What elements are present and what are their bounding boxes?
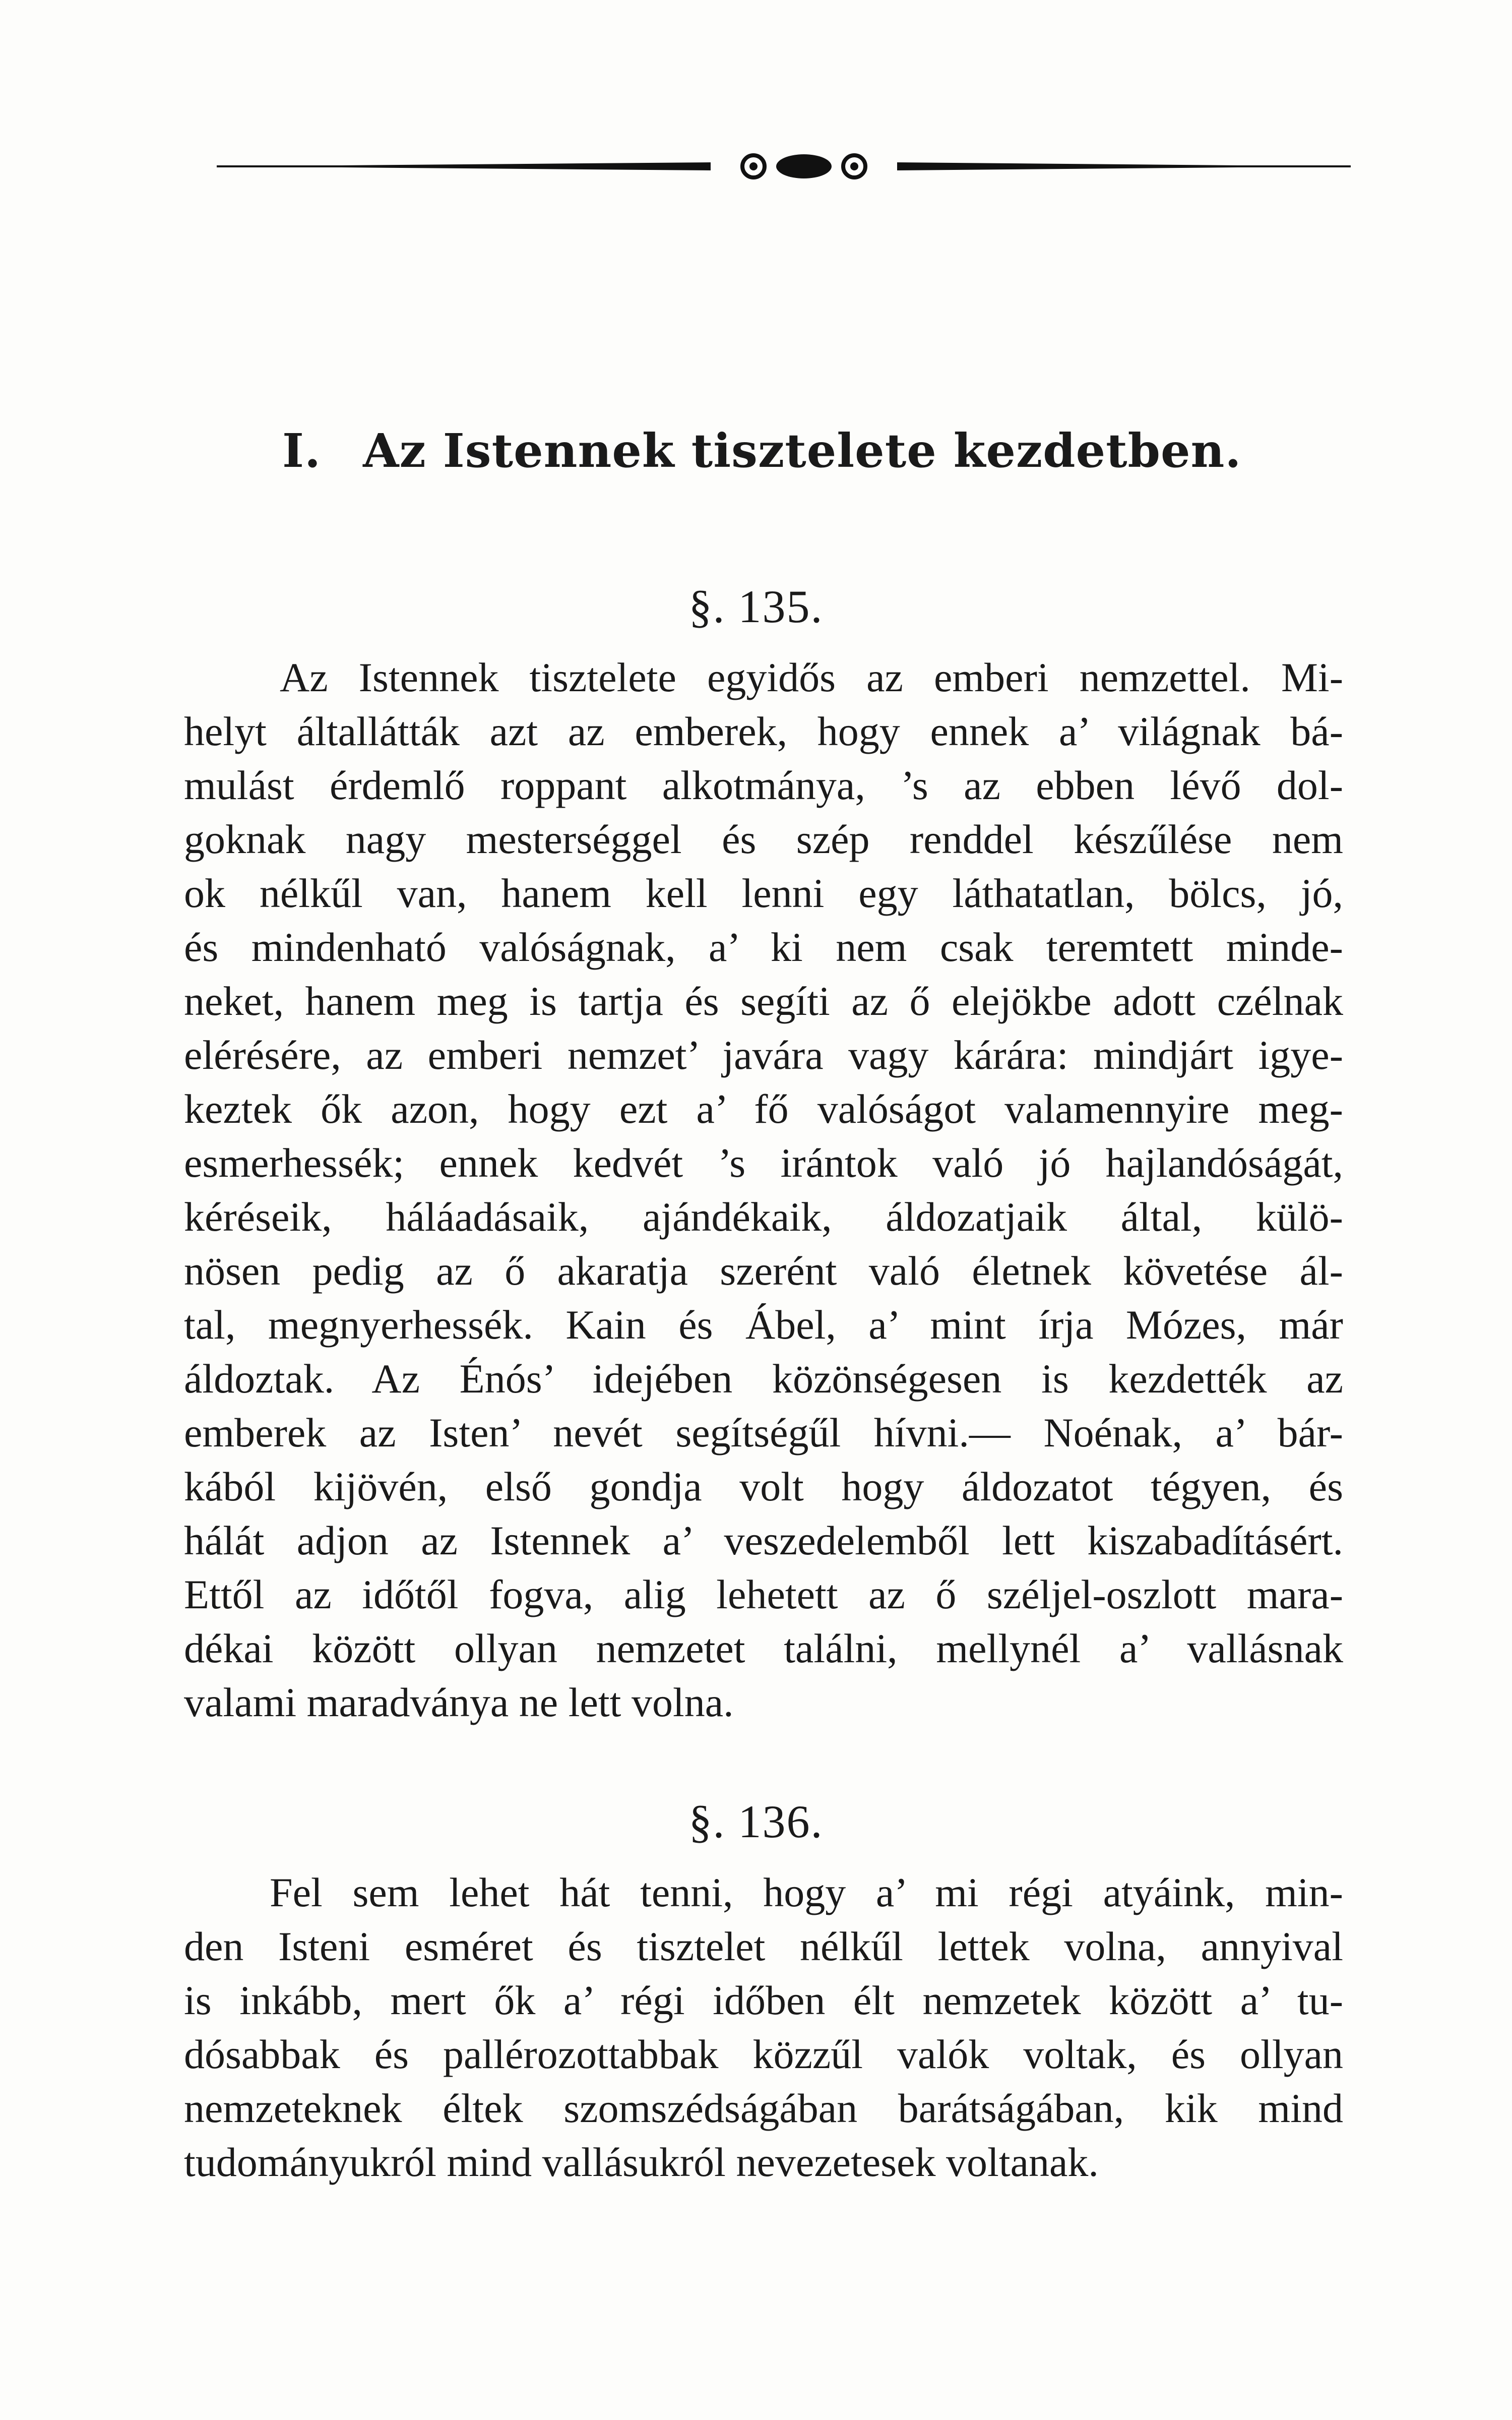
text-line: goknak nagy mesterséggel és szép renddel készűlése nem [184,816,1343,862]
text-line: valami maradványa ne lett volna. [184,1679,734,1725]
chapter-title [282,424,1290,478]
text-line: emberek az Isten’ nevét segítségűl hívni.— Noénak, a’ bár- [184,1410,1343,1456]
text-line: elérésére, az emberi nemzet’ javára vagy kárára: mindjárt igye- [184,1032,1343,1078]
text-line: esmerhessék; ennek kedvét ’s irántok való jó hajlandóságát, [184,1140,1343,1186]
text-line: neket, hanem meg is tartja és segíti az ő elejökbe adott czélnak [184,978,1343,1024]
text-line: Fel sem lehet hát tenni, hogy a’ mi régi atyáink, min- [270,1869,1343,1915]
text-line: és mindenható valóságnak, a’ ki nem csak teremtett minde- [184,924,1343,970]
text-line: ok nélkűl van, hanem kell lenni egy láthatatlan, bölcs, jó, [184,870,1343,916]
text-line: nösen pedig az ő akaratja szerént való életnek követése ál- [184,1248,1343,1294]
text-line: mulást érdemlő roppant alkotmánya, ’s az ebben lévő dol- [184,762,1343,808]
paragraph-136 [184,1865,1343,2189]
text-line: tal, megnyerhessék. Kain és Ábel, a’ mint írja Mózes, már [184,1302,1343,1348]
text-line: kából kijövén, első gondja volt hogy áldozatot tégyen, és [184,1464,1343,1509]
text-line: helyt általlátták azt az emberek, hogy ennek a’ világnak bá- [184,708,1343,754]
text-line: is inkább, mert ők a’ régi időben élt nemzetek között a’ tu- [184,1977,1343,2023]
text-line: tudományukról mind vallásukról nevezetesek voltanak. [184,2139,1099,2185]
text-line: hálát adjon az Istennek a’ veszedelemből lett kiszabadításért. [184,1518,1343,1563]
text-line: kéréseik, háláadásaik, ajándékaik, áldozatjaik által, külö- [184,1194,1343,1240]
text-line: Ettől az időtől fogva, alig lehetett az ő széljel-oszlott mara- [184,1571,1343,1617]
text-line: Az Istennek tisztelete egyidős az emberi nemzettel. Mi- [280,654,1343,700]
chapter-title-text: Az Istennek tisztelete kezdetben. [363,424,1242,478]
text-line: keztek ők azon, hogy ezt a’ fő valóságot valamennyire meg- [184,1086,1343,1132]
section-heading-136: §. 136. [688,1796,824,1847]
chapter-number: I. [282,424,322,478]
ornamental-rule [217,151,1351,182]
text-line: nemzeteknek éltek szomszédságában barátságában, kik mind [184,2085,1343,2131]
section-heading-135: §. 135. [688,581,824,632]
text-line: dékai között ollyan nemzetet találni, mellynél a’ vallásnak [184,1625,1343,1671]
text-line: den Isteni esméret és tisztelet nélkűl lettek volna, annyival [184,1923,1343,1969]
text-line: dósabbak és pallérozottabbak közzűl valók voltak, és ollyan [184,2031,1343,2077]
paragraph-135 [184,650,1343,1729]
text-line: áldoztak. Az Énós’ idejében közönségesen is kezdették az [184,1356,1343,1402]
